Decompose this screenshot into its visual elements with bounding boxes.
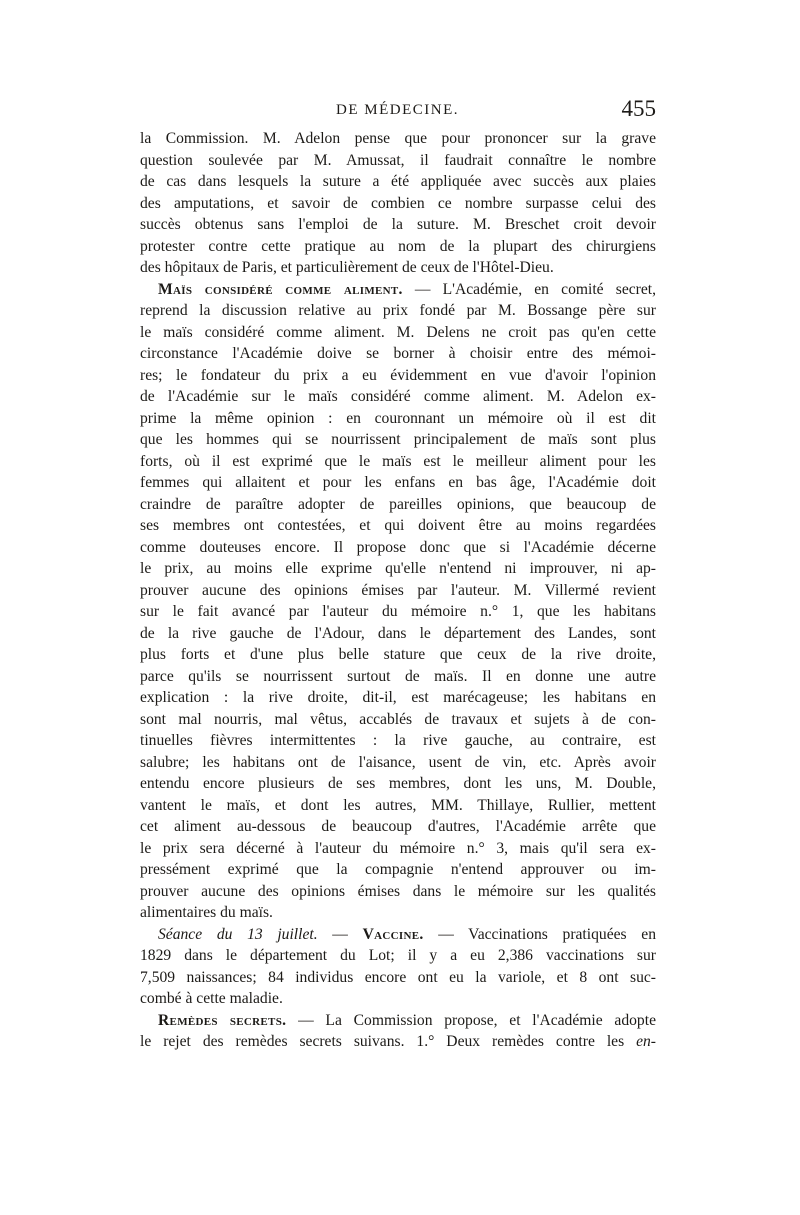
text-line (140, 1010, 656, 1032)
text-line (140, 967, 656, 989)
line-text: ses membres ont contestées, et qui doivent être au moins regardées (140, 517, 656, 534)
text-line (140, 752, 656, 774)
line-text: vantent le maïs, et dont les autres, MM. Thillaye, Rullier, mettent (140, 796, 656, 814)
text-line (140, 236, 656, 258)
line-text: tinuelles fièvres intermittentes : la rive gauche, au contraire, est (140, 732, 656, 749)
text-line (140, 709, 656, 731)
text-line (140, 300, 656, 322)
line-text: 1829 dans le département du Lot; il y a eu 2,386 vaccinations sur (140, 947, 656, 964)
section-heading: Vaccine. (362, 925, 424, 943)
text-line (140, 687, 656, 709)
line-text: des amputations, et savoir de combien ce nombre surpasse celui des (140, 194, 656, 212)
line-text: question soulevée par M. Amussat, il faudrait connaître le nombre (140, 151, 656, 169)
running-head (140, 96, 656, 126)
text-line (140, 322, 656, 344)
line-text: prime la même opinion : en couronnant un mémoire où il est dit (140, 409, 656, 427)
body-text (140, 128, 656, 1053)
section-heading: Remèdes secrets. (158, 1011, 287, 1029)
line-text: le maïs considéré comme aliment. M. Delens ne croit pas qu'en cette (140, 323, 656, 341)
text-line (140, 816, 656, 838)
text-line (140, 580, 656, 602)
line-text: entendu encore plusieurs de ses membres, dont les uns, M. Double, (140, 775, 656, 792)
text-line (140, 128, 656, 150)
line-text: 7,509 naissances; 84 individus encore ont eu la variole, et 8 ont suc- (140, 968, 656, 986)
text-line (140, 515, 656, 537)
line-text-italic: en- (636, 1033, 656, 1050)
text-line (140, 902, 656, 924)
line-text: de la rive gauche de l'Adour, dans le département des Landes, sont (140, 624, 656, 642)
line-text: — La Commission propose, et l'Académie adopte (286, 1011, 656, 1029)
line-text: res; le fondateur du prix a eu évidemment en vue d'avoir l'opinion (140, 366, 656, 384)
text-line (140, 343, 656, 365)
running-title: DE MÉDECINE. (336, 102, 459, 118)
text-line (140, 795, 656, 817)
line-text: pressément exprimé que la compagnie n'entend approuver ou im- (140, 861, 656, 878)
text-line (140, 494, 656, 516)
line-text: salubre; les habitans ont de l'aisance, usent de vin, etc. Après avoir (140, 753, 656, 771)
text-line (140, 193, 656, 215)
line-text: le rejet des remèdes secrets suivans. 1.° Deux remèdes contre les (140, 1033, 637, 1050)
line-text: succès obtenus sans l'emploi de la suture. M. Breschet croit devoir (140, 216, 656, 233)
text-line (140, 257, 656, 279)
text-line (140, 773, 656, 795)
session-date: Séance du 13 juillet. (158, 925, 318, 943)
line-text: comme douteuses encore. Il propose donc que si l'Académie décerne (140, 538, 656, 556)
line-text: craindre de paraître adopter de pareilles opinions, que beaucoup de (140, 495, 656, 513)
line-text: cet aliment au-dessous de beaucoup d'autres, l'Académie arrête que (140, 818, 656, 835)
text-line (140, 730, 656, 752)
line-text: protester contre cette pratique au nom de la plupart des chirurgiens (140, 237, 656, 255)
text-line (140, 988, 656, 1010)
line-text: que les hommes qui se nourrissent principalement de maïs sont plus (140, 431, 656, 448)
text-line (140, 859, 656, 881)
line-text: de l'Académie sur le maïs considéré comme aliment. M. Adelon ex- (140, 388, 656, 405)
line-text: explication : la rive droite, dit-il, est marécageuse; les habitans en (140, 689, 656, 706)
text-line (140, 214, 656, 236)
line-text: parce qu'ils se nourrissent surtout de maïs. Il en donne une autre (140, 667, 656, 685)
text-line (140, 429, 656, 451)
text-line (140, 408, 656, 430)
text-line (140, 601, 656, 623)
text-line (140, 451, 656, 473)
line-text: — (317, 925, 363, 943)
line-text: prouver aucune des opinions émises par l'auteur. M. Villermé revient (140, 581, 656, 599)
section-heading: Maïs considéré comme aliment. (158, 280, 403, 298)
text-line (140, 644, 656, 666)
text-line (140, 924, 656, 946)
text-line (140, 537, 656, 559)
text-line (140, 1031, 656, 1053)
text-line (140, 472, 656, 494)
text-line (140, 365, 656, 387)
line-text: sont mal nourris, mal vêtus, accablés de travaux et sujets à de con- (140, 710, 656, 728)
line-text: des hôpitaux de Paris, et particulièrement de ceux de l'Hôtel-Dieu. (140, 259, 554, 276)
text-line (140, 945, 656, 967)
line-text: forts, où il est exprimé que le maïs est le meilleur aliment pour les (140, 452, 656, 470)
line-text: — Vaccinations pratiquées en (423, 925, 656, 943)
line-text: circonstance l'Académie doive se borner à choisir entre des mémoi- (140, 345, 656, 362)
text-line (140, 838, 656, 860)
line-text: sur le fait avancé par l'auteur du mémoire n.° 1, que les habitans (140, 603, 656, 620)
line-text: — L'Académie, en comité secret, (402, 280, 656, 298)
text-line (140, 171, 656, 193)
page-number: 455 (621, 96, 656, 121)
text-line (140, 881, 656, 903)
line-text: le prix sera décerné à l'auteur du mémoire n.° 3, mais qu'il sera ex- (140, 839, 656, 857)
text-line (140, 666, 656, 688)
text-line (140, 386, 656, 408)
text-line (140, 150, 656, 172)
text-line (140, 279, 656, 301)
text-line (140, 623, 656, 645)
line-text: prouver aucune des opinions émises dans le mémoire sur les qualités (140, 882, 656, 900)
line-text: la Commission. M. Adelon pense que pour prononcer sur la grave (140, 130, 656, 147)
line-text: plus forts et d'une plus belle stature que ceux de la rive droite, (140, 646, 656, 663)
line-text: le prix, au moins elle exprime qu'elle n'entend ni improuver, ni ap- (140, 560, 656, 577)
line-text: femmes qui allaitent et pour les enfans en bas âge, l'Académie doit (140, 474, 656, 491)
line-text: alimentaires du maïs. (140, 904, 273, 921)
line-text: reprend la discussion relative au prix fondé par M. Bossange père sur (140, 302, 656, 319)
line-text: combé à cette maladie. (140, 990, 283, 1007)
text-line (140, 558, 656, 580)
line-text: de cas dans lesquels la suture a été appliquée avec succès aux plaies (140, 173, 656, 190)
